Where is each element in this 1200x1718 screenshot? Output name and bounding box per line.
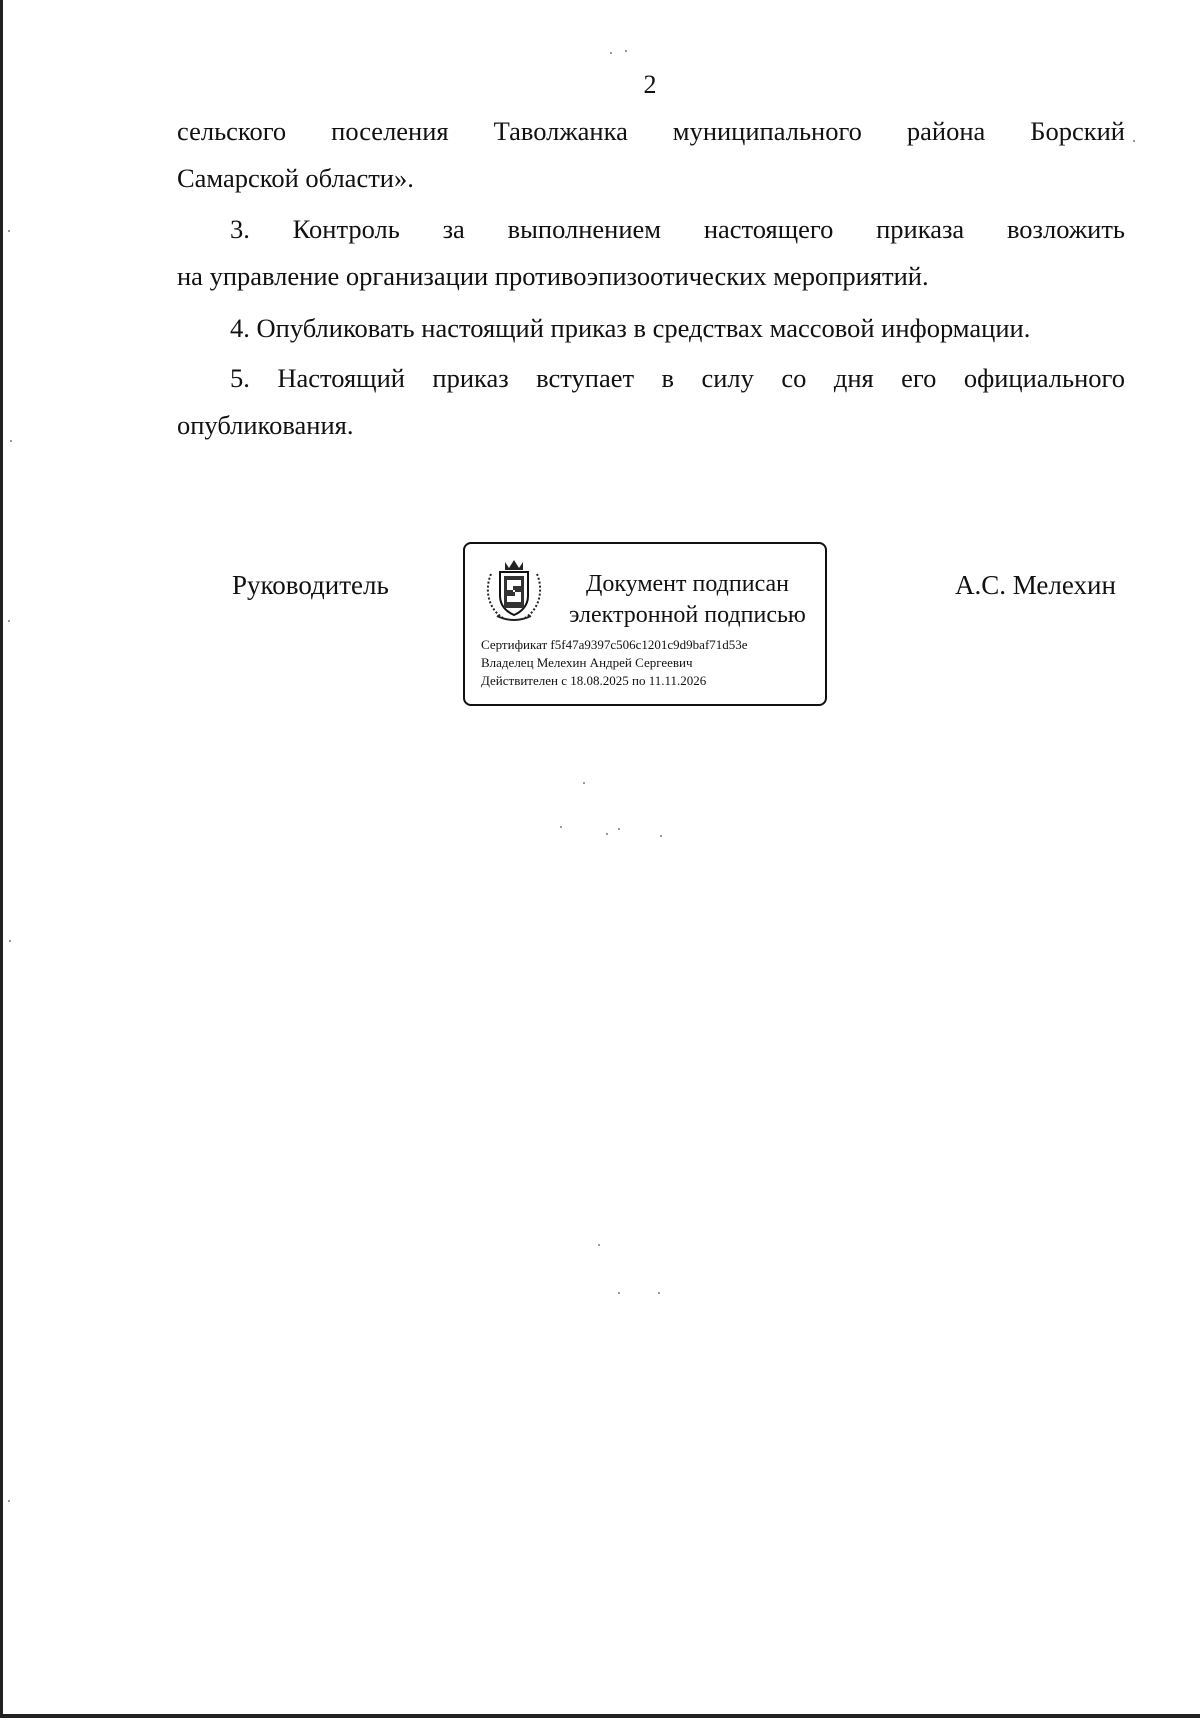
scan-speck [625,50,627,52]
scan-speck [610,52,612,54]
scan-speck [660,835,662,837]
scan-speck [583,782,585,784]
stamp-owner: Владелец Мелехин Андрей Сергеевич [481,655,693,670]
paragraph-continuation [177,108,1125,202]
scan-speck [8,230,10,232]
scan-speck [658,1292,660,1294]
scan-speck [1133,140,1135,142]
text-line: 3. Контроль за выполнением настоящего приказа возложить [230,214,1125,244]
scan-speck [10,440,12,442]
text-line: 4. Опубликовать настоящий приказ в средствах массовой информации. [230,313,1031,343]
signer-position: Руководитель [232,570,389,600]
stamp-title: Документ подписан [585,571,790,597]
scan-speck [618,1292,620,1294]
text-line: 5. Настоящий приказ вступает в силу со дня его официального [230,363,1125,393]
electronic-signature-stamp [463,542,827,706]
stamp-subtitle: электронной подписью [569,602,806,628]
stamp-certificate: Сертификат f5f47a9397c506c1201c9d9baf71d53e [481,637,748,652]
scan-speck [598,1244,600,1246]
scan-speck [9,940,11,942]
scan-speck [8,620,10,622]
paragraph-item-3 [177,206,1125,300]
coat-of-arms-icon [483,556,545,624]
scan-edge-bottom [0,1714,1200,1718]
scan-speck [618,828,620,830]
scan-edge-left [0,0,3,1718]
text-line: опубликования. [177,410,354,440]
scan-speck [560,826,562,828]
stamp-validity: Действителен с 18.08.2025 по 11.11.2026 [481,673,707,688]
text-line: Самарской области». [177,163,414,193]
page-number: 2 [643,70,657,99]
signer-name: А.С. Мелехин [955,570,1116,600]
scan-speck [606,833,608,835]
paragraph-item-4 [177,305,1125,352]
text-line: на управление организации противоэпизоотических мероприятий. [177,261,929,291]
text-line: сельского поселения Таволжанка муниципального района Борский [177,116,1125,146]
paragraph-item-5 [177,355,1125,449]
scan-speck [8,1500,10,1502]
